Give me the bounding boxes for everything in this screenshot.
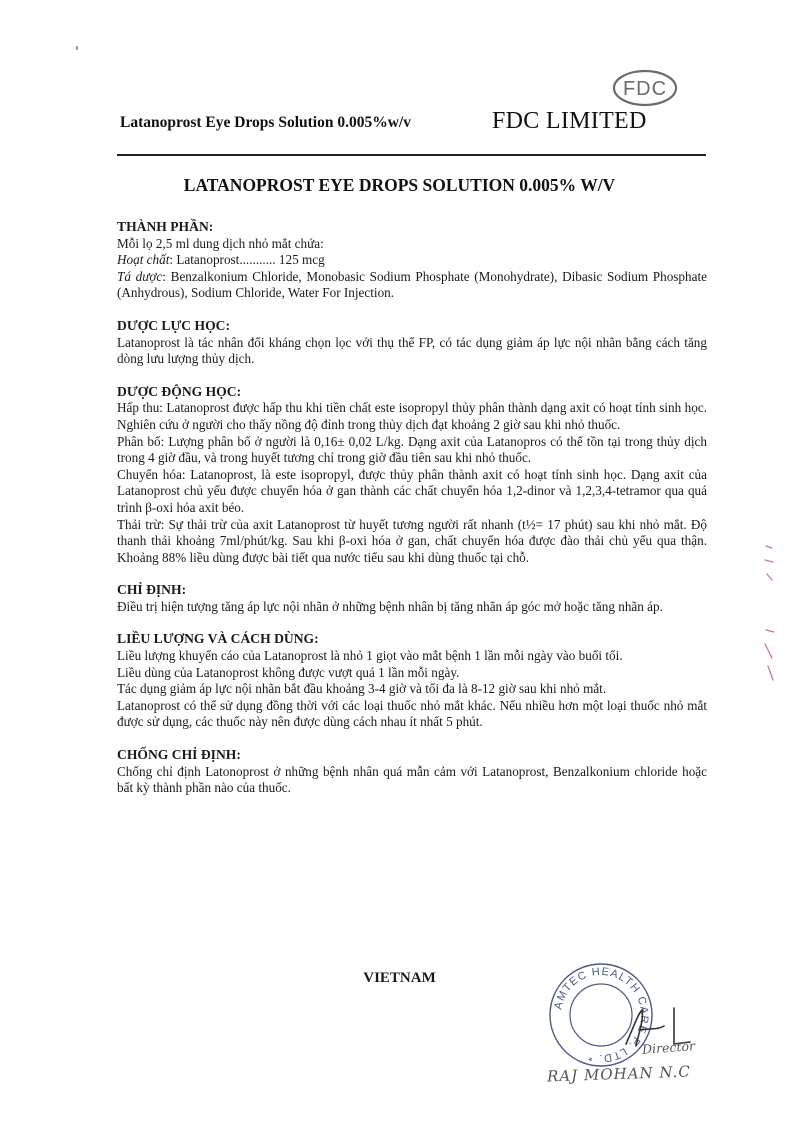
pharmacodynamics-heading: DƯỢC LỰC HỌC: bbox=[117, 317, 231, 333]
pharmacodynamics-text: Latanoprost là tác nhân đối kháng chọn lọc với thụ thể FP, có tác dụng giảm áp lực nội nhãn bằng cách tăng dòng lưu lượng thủy dịch. bbox=[117, 334, 707, 367]
scan-mark bbox=[76, 46, 78, 50]
active-value: : Latanoprost........... 125 mcg bbox=[169, 252, 325, 268]
section-contraindications bbox=[117, 747, 707, 797]
section-pharmacodynamics bbox=[117, 318, 707, 368]
section-dosage bbox=[117, 631, 707, 731]
margin-marks bbox=[760, 540, 778, 690]
elimination-text: Thải trừ: Sự thải trừ của axit Latanoprost từ huyết tương người rất nhanh (t½= 17 phút) sau khi nhỏ mắt. Độ thanh thải khoảng 7ml/phút/kg. Sau khi β-oxi hóa ở gan, chất chuyển hóa được đào thải chủ yếu qua thận. Khoảng 88% liều dùng được bài tiết qua nước tiểu sau khi dùng thuốc tại chỗ. bbox=[117, 516, 707, 565]
dosage-line-4: Latanoprost có thể sử dụng đồng thời với các loại thuốc nhỏ mắt khác. Nếu nhiều hơn một loại thuốc nhỏ mắt được sử dụng, các thuốc này nên được dùng cách nhau ít nhất 5 phút. bbox=[117, 697, 707, 730]
svg-text:AMTEC HEALTH CARE P. LTD. *: AMTEC HEALTH CARE P. LTD. * bbox=[552, 965, 651, 1065]
composition-active bbox=[117, 252, 707, 269]
indications-text: Điều trị hiện tượng tăng áp lực nội nhãn ở những bệnh nhân bị tăng nhãn áp góc mở hoặc tăng nhãn áp. bbox=[117, 598, 663, 614]
contraindications-text: Chống chỉ định Latonoprost ở những bệnh nhân quá mẫn cảm với Latanoprost, Benzalkonium chloride hoặc bất kỳ thành phần nào của thuốc. bbox=[117, 763, 707, 796]
dosage-heading: LIỀU LƯỢNG VÀ CÁCH DÙNG: bbox=[117, 631, 319, 647]
svg-text:FDC: FDC bbox=[622, 78, 668, 100]
composition-heading: THÀNH PHẦN: bbox=[117, 219, 214, 234]
section-indications bbox=[117, 582, 707, 615]
distribution-text: Phân bố: Lượng phân bố ở người là 0,16± 0,02 L/kg. Dạng axit của Latanopros có thể tồn tại trong thủy dịch trong 4 giờ đầu, và trong huyết tương chỉ trong giờ đầu tiên sau khi nhỏ thuốc. bbox=[117, 433, 707, 466]
contraindications-heading: CHỐNG CHỈ ĐỊNH: bbox=[117, 747, 241, 763]
signatory-name: RAJ MOHAN N.C bbox=[546, 1062, 692, 1086]
excipient-label: Tá dược bbox=[117, 268, 163, 284]
excipient-value: : Benzalkonium Chloride, Monobasic Sodium Phosphate (Monohydrate), Dibasic Sodium Phosphate (Anhydrous), Sodium Chloride, Water For Injection. bbox=[117, 268, 707, 301]
metabolism-text: Chuyển hóa: Latanoprost, là este isopropyl, được thủy phân thành axit có hoạt tính sinh học. Dạng axit của Latanoprost chủ yếu được chuyển hóa ở gan thành các chất chuyển hóa 1,2-dinor và 1,2,3,4-tetramor qua quá trình β-oxi hóa axit béo. bbox=[117, 466, 707, 515]
composition-intro: Mỗi lọ 2,5 ml dung dịch nhỏ mắt chứa: bbox=[117, 235, 324, 251]
composition-excipients bbox=[117, 269, 707, 302]
fdc-logo bbox=[612, 68, 678, 108]
footer-country: VIETNAM bbox=[363, 970, 436, 986]
document-body bbox=[117, 219, 707, 813]
section-composition bbox=[117, 219, 707, 302]
signatory-designation: Director bbox=[641, 1038, 696, 1057]
absorption-text: Hấp thu: Latanoprost được hấp thu khi tiền chất este isopropyl thủy phân thành dạng axit có hoạt tính sinh học. Nghiên cứu ở người cho thấy nồng độ đỉnh trong thủy dịch đạt khoảng 2 giờ sau khi nhỏ thuốc. bbox=[117, 400, 707, 432]
dosage-line-1: Liều lượng khuyến cáo của Latanoprost là nhỏ 1 giọt vào mắt bệnh 1 lần mỗi ngày vào buổi tối. bbox=[117, 648, 623, 664]
header-company-name: FDC LIMITED bbox=[492, 108, 647, 134]
indications-heading: CHỈ ĐỊNH: bbox=[117, 582, 187, 598]
pharmacokinetics-heading: DƯỢC ĐỘNG HỌC: bbox=[117, 383, 242, 399]
header-divider bbox=[117, 154, 706, 156]
dosage-line-2: Liều dùng của Latanoprost không được vượt quá 1 lần mỗi ngày. bbox=[117, 664, 460, 680]
document-title: LATANOPROST EYE DROPS SOLUTION 0.005% W/V bbox=[183, 175, 616, 195]
active-label: Hoạt chất bbox=[117, 252, 170, 268]
header-product-name: Latanoprost Eye Drops Solution 0.005%w/v bbox=[120, 114, 411, 131]
section-pharmacokinetics bbox=[117, 384, 707, 567]
dosage-line-3: Tác dụng giảm áp lực nội nhãn bắt đầu khoảng 3-4 giờ và tối đa là 8-12 giờ sau khi nhỏ mắt. bbox=[117, 681, 607, 697]
